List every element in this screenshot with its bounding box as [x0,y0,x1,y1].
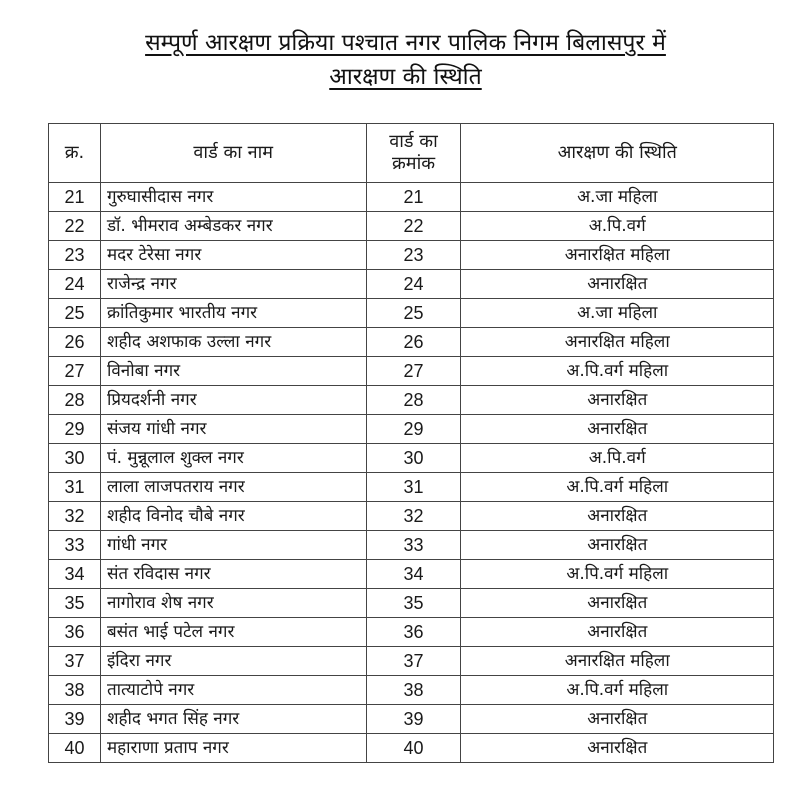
reservation-table [48,123,774,763]
ward-name-cell: राजेन्द्र नगर [100,270,366,299]
ward-number-cell: 27 [366,357,461,386]
table-row [49,328,774,357]
reservation-status-cell: अनारक्षित [461,705,774,734]
serial-number-cell: 38 [49,676,101,705]
header-ward-number: वार्ड का क्रमांक [366,124,461,183]
reservation-status-cell: अनारक्षित [461,531,774,560]
ward-name-cell: गुरुघासीदास नगर [100,183,366,212]
reservation-status-cell: अनारक्षित [461,270,774,299]
ward-number-cell: 34 [366,560,461,589]
header-reservation-status: आरक्षण की स्थिति [461,124,774,183]
ward-name-cell: विनोबा नगर [100,357,366,386]
ward-number-cell: 30 [366,444,461,473]
reservation-status-cell: अनारक्षित [461,386,774,415]
ward-number-cell: 23 [366,241,461,270]
ward-name-cell: पं. मुन्नूलाल शुक्ल नगर [100,444,366,473]
ward-name-cell: गांधी नगर [100,531,366,560]
ward-number-cell: 36 [366,618,461,647]
reservation-status-cell: अ.पि.वर्ग [461,444,774,473]
ward-name-cell: तात्याटोपे नगर [100,676,366,705]
serial-number-cell: 26 [49,328,101,357]
ward-name-cell: शहीद विनोद चौबे नगर [100,502,366,531]
table-row [49,415,774,444]
ward-number-cell: 26 [366,328,461,357]
reservation-status-cell: अनारक्षित [461,502,774,531]
table-row [49,473,774,502]
ward-number-cell: 32 [366,502,461,531]
ward-name-cell: शहीद भगत सिंह नगर [100,705,366,734]
document-title-line2 [0,62,811,92]
ward-number-cell: 29 [366,415,461,444]
table-row [49,618,774,647]
reservation-status-cell: अनारक्षित [461,589,774,618]
serial-number-cell: 28 [49,386,101,415]
table-row [49,270,774,299]
serial-number-cell: 35 [49,589,101,618]
table-row [49,734,774,763]
table-row [49,589,774,618]
ward-number-cell: 39 [366,705,461,734]
ward-number-cell: 21 [366,183,461,212]
serial-number-cell: 33 [49,531,101,560]
table-row [49,241,774,270]
ward-name-cell: महाराणा प्रताप नगर [100,734,366,763]
ward-name-cell: डॉ. भीमराव अम्बेडकर नगर [100,212,366,241]
table-header-row [49,124,774,183]
ward-name-cell: लाला लाजपतराय नगर [100,473,366,502]
reservation-status-cell: अ.पि.वर्ग महिला [461,560,774,589]
ward-number-cell: 35 [366,589,461,618]
reservation-status-cell: अनारक्षित महिला [461,241,774,270]
serial-number-cell: 22 [49,212,101,241]
ward-name-cell: क्रांतिकुमार भारतीय नगर [100,299,366,328]
table-row [49,299,774,328]
table-row [49,531,774,560]
serial-number-cell: 23 [49,241,101,270]
header-serial-number: क्र. [49,124,101,183]
reservation-status-cell: अ.जा महिला [461,299,774,328]
reservation-status-cell: अनारक्षित [461,618,774,647]
table-row [49,676,774,705]
ward-number-cell: 28 [366,386,461,415]
ward-name-cell: प्रियदर्शनी नगर [100,386,366,415]
ward-number-cell: 33 [366,531,461,560]
serial-number-cell: 39 [49,705,101,734]
reservation-status-cell: अ.जा महिला [461,183,774,212]
title-text-line1: सम्पूर्ण आरक्षण प्रक्रिया पश्चात नगर पालिक निगम बिलासपुर में [145,30,666,56]
ward-number-cell: 38 [366,676,461,705]
serial-number-cell: 36 [49,618,101,647]
table-body [49,183,774,763]
ward-number-cell: 31 [366,473,461,502]
ward-number-cell: 40 [366,734,461,763]
serial-number-cell: 37 [49,647,101,676]
table-row [49,705,774,734]
ward-name-cell: शहीद अशफाक उल्ला नगर [100,328,366,357]
serial-number-cell: 31 [49,473,101,502]
table-row [49,560,774,589]
reservation-status-cell: अनारक्षित महिला [461,647,774,676]
table-row [49,183,774,212]
reservation-status-cell: अ.पि.वर्ग महिला [461,473,774,502]
ward-number-cell: 25 [366,299,461,328]
reservation-status-cell: अ.पि.वर्ग महिला [461,357,774,386]
ward-name-cell: मदर टेरेसा नगर [100,241,366,270]
serial-number-cell: 21 [49,183,101,212]
header-ward-name: वार्ड का नाम [100,124,366,183]
ward-name-cell: बसंत भाई पटेल नगर [100,618,366,647]
ward-name-cell: नागोराव शेष नगर [100,589,366,618]
reservation-status-cell: अनारक्षित महिला [461,328,774,357]
serial-number-cell: 34 [49,560,101,589]
reservation-status-cell: अ.पि.वर्ग महिला [461,676,774,705]
serial-number-cell: 24 [49,270,101,299]
ward-number-cell: 24 [366,270,461,299]
serial-number-cell: 32 [49,502,101,531]
document-title-line1 [0,28,811,58]
table-row [49,502,774,531]
serial-number-cell: 25 [49,299,101,328]
reservation-status-cell: अ.पि.वर्ग [461,212,774,241]
ward-number-cell: 37 [366,647,461,676]
ward-number-cell: 22 [366,212,461,241]
table-row [49,357,774,386]
ward-name-cell: इंदिरा नगर [100,647,366,676]
ward-name-cell: संत रविदास नगर [100,560,366,589]
serial-number-cell: 40 [49,734,101,763]
serial-number-cell: 29 [49,415,101,444]
title-text-line2: आरक्षण की स्थिति [329,64,482,90]
reservation-status-cell: अनारक्षित [461,734,774,763]
serial-number-cell: 30 [49,444,101,473]
reservation-status-cell: अनारक्षित [461,415,774,444]
ward-name-cell: संजय गांधी नगर [100,415,366,444]
table-row [49,386,774,415]
table-row [49,212,774,241]
table-row [49,647,774,676]
serial-number-cell: 27 [49,357,101,386]
table-row [49,444,774,473]
